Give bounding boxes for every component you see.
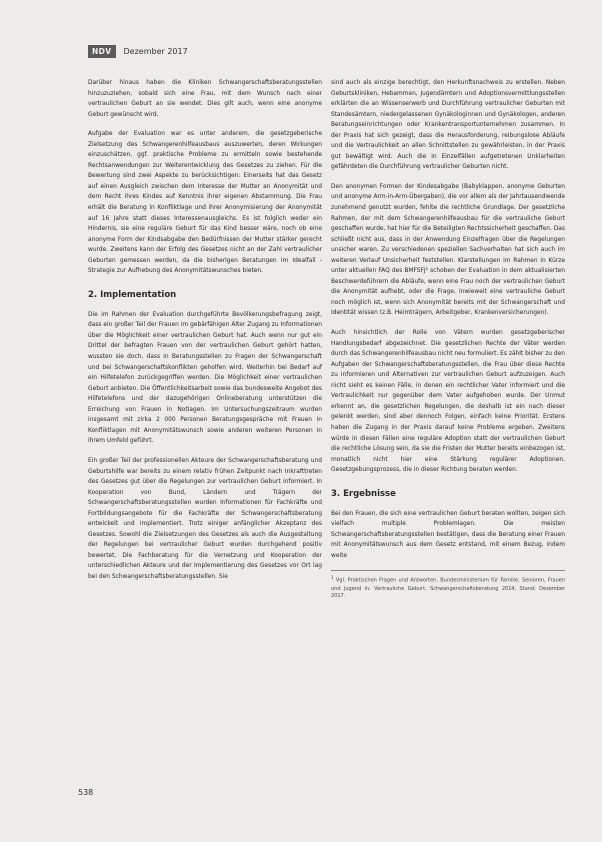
footnote-mark: 1: [331, 575, 334, 581]
journal-logo: NDV: [88, 45, 116, 58]
section-heading-ergebnisse: 3. Ergebnisse: [331, 488, 396, 499]
page-header: [88, 44, 188, 58]
paragraph: Aufgabe der Evaluation war es unter anderem, die gesetzgeberische Zielsetzung des Schwangerenhilfeausbaus auszuwerten, deren Wirkungen einzuschätzen, ggf. praktische Probleme zu ermitteln sowie bestehende Rechtsanwendungen zur Weiterentwicklung des Gesetzes zu ziehen. Für die Bewertung sind zwei Aspekte zu berücksichtigen: Einerseits hat das Gesetz auf einen Ausgleich zwischen dem Interesse der Mutter an Anonymität und dem Recht ihres Kindes auf Kenntnis ihrer eigenen Abstammung. Die Frau erhält die Beratung in Konfliktlage und ihrer Anonymisierung der Anonymität auf 16 Jahre statt dieses Interessenausgleichs. Es ist folglich weder ein Hindernis, sie eine reguläre Geburt für das Kind besser wäre, noch ob eine anonyme Form der Kindsabgabe den Bedürfnissen der Mutter stärker gerecht wurde. Zweitens kann der Erfolg des Gesetzes nicht an der Zahl vertraulicher Geburten gemessen werden, da die bisherigen Beratungen im Idealfall - Strategie zur Aufhebung des Anonymitätswunsches bieten.: [88, 131, 322, 275]
section-heading-implementation: 2. Implementation: [88, 289, 177, 300]
footnote: [331, 570, 565, 600]
paragraph: sind auch als einzige berechtigt, den Herkunftsnachweis zu erstellen. Neben Geburtskliniken, Hebammen, Jugendämtern und Adoptionsvermittlungsstellen erklärten die an Wissenserwerb und Durchführung vertraulicher Geburten mit Standesämtern, niedergelassenen Gynäkologinnen und Gynäkologen, anderen Beratungseinrichtungen oder Krankentransportunternehmen zusammen. In der Praxis hat sich gezeigt, dass die Herausforderung, reibungslose Abläufe und die Vertraulichkeit an allen Schnittstellen zu gewährleisten, in der Praxis gut bewältigt wird. Auch die in Einzelfällen aufgetretenen Unklarheiten gefährdeten die Durchführung vertraulicher Geburten nicht.: [331, 80, 565, 171]
right-column: [331, 78, 565, 601]
footnote-text: Vgl. Praktischen Fragen und Antworten. Bundesministerium für Familie, Senioren, Frauen und Jugend in: Vertrauliche Geburt, Schwangerschaftsberatung 2014, Stand: Dezember 2017.: [331, 578, 565, 600]
left-column: [88, 78, 322, 592]
paragraph: Den anonymen Formen der Kindesabgabe (Babyklappen, anonyme Geburten und anonyme Arm-in-Arm-Übergaben), die vor allem als der Jahrtausendwende zunehmend genutzt wurden, fehlte die rechtliche Grundlage. Der gesetzliche Rahmen, der mit dem Schwangerenhilfeausbau für die vertrauliche Geburt geschaffen wurde, hat hier für die Beteiligten Rechtssicherheit geschaffen. Das schließt nicht aus, dass in der Anwendung Einzelfragen über die Regelungen unsicher waren. Zu verschiedenen speziellen Sachverhalten hat sich auch im weiteren Verlauf Unsicherheit feststellen. Klarstellungen im Rahmen in Kürze unter aktuellen FAQ des BMFSFJ¹ schoben der Evaluation in dem aktualisierten Beschwerdeführern die Abläufe, wenn eine Frau noch der vertraulichen Geburt die Anonymität aufhebt, oder die Frage, inwieweit eine vertrauliche Geburt noch möglich ist, wenn sich Anonymität bereits mit der Schwangerschaft und Identität wissen (z.B. Heimträgern, Arbeitgeber, Krankenversicherungen).: [331, 183, 565, 317]
paragraph: Auch hinsichtlich der Rolle von Vätern wurden gesetzgeberischer Handlungsbedarf abgezeichnet. Die gesetzlichen Rechte der Väter werden durch das Schwangerenhilfeausbau nicht neu formuliert. Es zählt bisher zu den Aufgaben der Schwangerschaftsberatungsstellen, die Frau über diese Rechte zu informieren und Alternativen zur vertraulichen Geburt aufzuzeigen. Auch nicht sieht es keinen Fälle, in denen ein rechtlicher Vater informiert und die Vertraulichkeit nur gegenüber dem Vater aufgehoben wurde. Der Unmut erkennt an, die gesetzlichen Regelungen, die deshalb ist ein nach dieser gelenkt werden, sind aber dennoch Folgen, einfach keine Priorität. Erstens haben die Zugang in der Praxis darauf keine Probleme ergeben. Zweitens würde in diesen Fällen eine reguläre Adoption statt der vertraulichen Geburt die rechtliche Lösung sein, da sie die Fristen der Mutter bereits einbezogen ist, monatlich nicht hier eine Stärkung regulärer Adoptionen. Gesetzgebungsprozess, die in dieser Richtung beraten werden.: [331, 330, 565, 474]
page-number: 538: [78, 788, 94, 797]
paragraph: Darüber hinaus haben die Kliniken Schwangerschaftsberatungsstellen hinzuzuziehen, sobald sich eine Frau, mit dem Wunsch nach einer vertraulichen Geburt an sie wendet. Dies gilt auch, wenn eine anonyme Geburt gewünscht wird.: [88, 80, 322, 118]
issue-date: Dezember 2017: [123, 46, 188, 56]
paragraph: Die im Rahmen der Evaluation durchgeführte Bevölkerungsbefragung zeigt, dass ein großer Teil der Frauen im gebärfähigen Alter Zugang zu Informationen über die Möglichkeit einer vertraulichen Geburt hat. Auch wenn nur gut ein Drittel der befragten Frauen von der vertraulichen Geburt gehört hatten, wussten sie doch, dass in Beratungsstellen zu Fragen der Schwangerschaft und bei Schwangerschaftskonflikten geholfen wird. Weiterhin bei Bedarf auf ein Hilfetelefon zurückgegriffen werden. Die Möglichkeit einer vertraulichen Geburt anbieten. Die Öffentlichkeitsarbeit sowie das bundesweite Angebot des Hilfetelefons und der dazugehörigen Onlineberatung unterstützen die Erreichung von Frauen in Notlagen. Im Untersuchungszeitraum wurden insgesamt mit zirka 2 000 Personen Beratungsgespräche mit Frauen in Konfliktlagen mit Anonymitätswunsch sowie anderen weiteren Personen in ihrem Umfeld geführt.: [88, 311, 322, 445]
paragraph: Bei den Frauen, die sich eine vertraulichen Geburt beraten wollten, zeigen sich vielfach multiple Problemlagen. Die meisten Schwangerschaftsberatungsstellen bestätigen, dass die Beratung einer Frauen mit Anonymitätswunsch aus dem Gesetz entstand, mit einem Bezug, indem weite: [331, 510, 565, 559]
paragraph: Ein großer Teil der professionellen Akteure der Schwangerschaftsberatung und Geburtshilfe war bereits zu einem relativ frühen Zeitpunkt nach Inkrafttreten des Gesetzes gut über die Regelungen zur vertraulichen Geburt informiert. In Kooperation von Bund, Ländern und Trägern der Schwangerschaftsberatungsstellen wurden Informationen für Fachkräfte und Fortbildungsangebote für die Fachkräfte der Schwangerschaftsberatung entwickelt und implementiert. Trotz einiger anfänglicher Akzeptanz des Gesetzes. Sowohl die Zielsetzungen des Gesetzes als auch die Ausgestaltung der Regelungen bei vertraulicher Geburt wurden durchgehend positiv bewertet. Die Fachberatung für die Vernetzung und Kooperation der unterschiedlichen Akteure und der Implementierung des Gesetzes vor Ort lag bei den Schwangerschaftsberatungsstellen. Sie: [88, 457, 322, 580]
